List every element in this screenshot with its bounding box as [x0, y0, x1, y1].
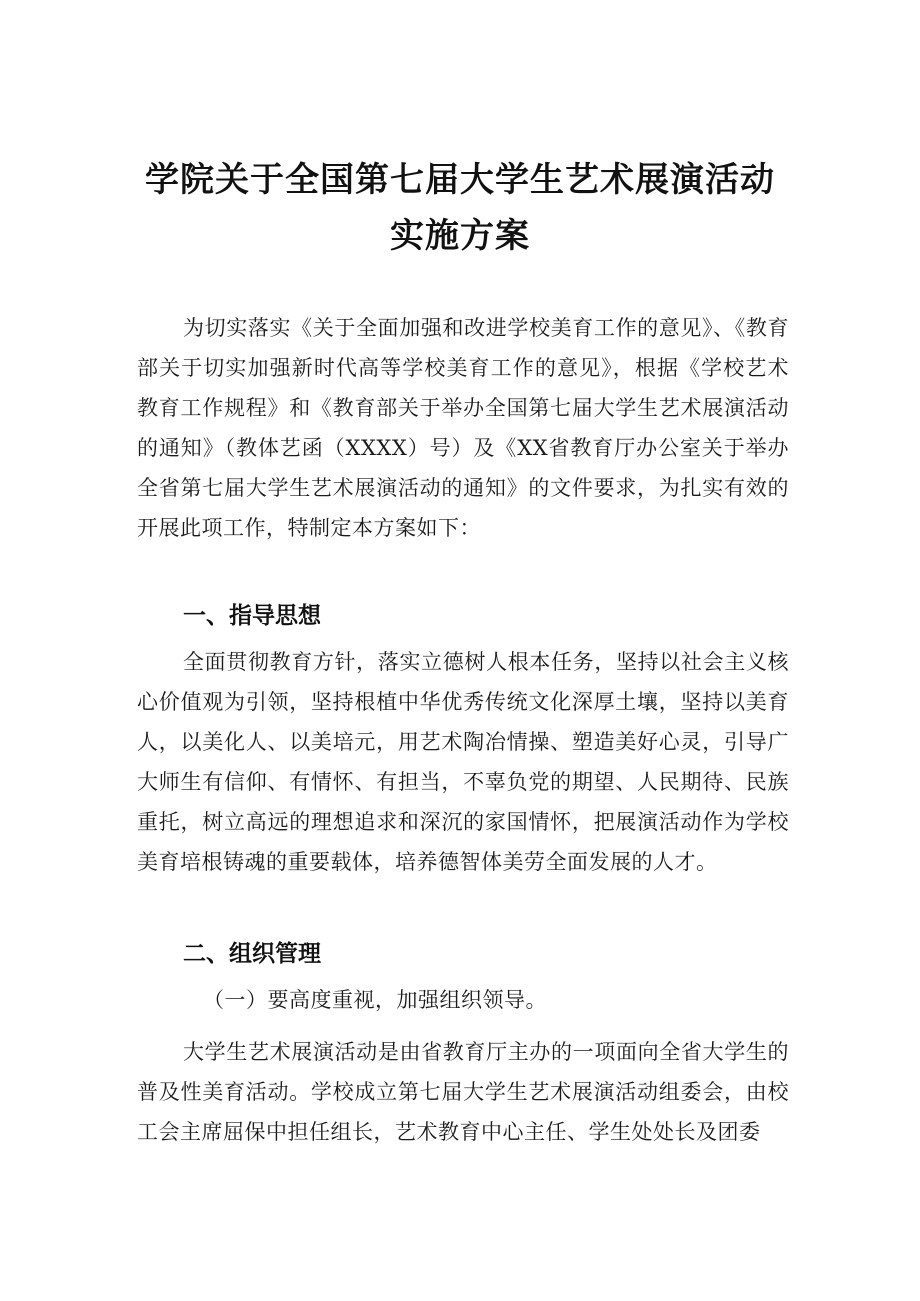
guiding-ideology-paragraph: 全面贯彻教育方针，落实立德树人根本任务，坚持以社会主义核心价值观为引领，坚持根植中华优秀传统文化深厚土壤，坚持以美育人，以美化人、以美培元，用艺术陶冶情操、塑造美好心灵，引导广大师生有信仰、有情怀、有担当，不辜负党的期望、人民期待、民族重托，树立高远的理想追求和深沉的家国情怀，把展演活动作为学校美育培根铸魂的重要载体，培养德智体美劳全面发展的人才。: [137, 650, 789, 874]
document-title-line-2: 实施方案: [390, 216, 530, 256]
section-heading-guiding-ideology: 一、指导思想: [183, 603, 321, 629]
intro-paragraph: 为切实落实《关于全面加强和改进学校美育工作的意见》、《教育部关于切实加强新时代高等学校美育工作的意见》，根据《学校艺术教育工作规程》和《教育部关于举办全国第七届大学生艺术展演活动的通知》（教体艺函（XXXX）号）及《XX省教育厅办公室关于举办全省第七届大学生艺术展演活动的通知》的文件要求，为扎实有效的开展此项工作，特制定本方案如下：: [137, 316, 789, 540]
subsection-heading-leadership: （一）要高度重视，加强组织领导。: [203, 988, 547, 1012]
section-heading-organization: 二、组织管理: [183, 941, 321, 967]
document-title-line-1: 学院关于全国第七届大学生艺术展演活动: [145, 160, 775, 200]
organization-paragraph: 大学生艺术展演活动是由省教育厅主办的一项面向全省大学生的普及性美育活动。学校成立第七届大学生艺术展演活动组委会，由校工会主席屈保中担任组长，艺术教育中心主任、学生处处长及团委: [137, 1040, 789, 1144]
